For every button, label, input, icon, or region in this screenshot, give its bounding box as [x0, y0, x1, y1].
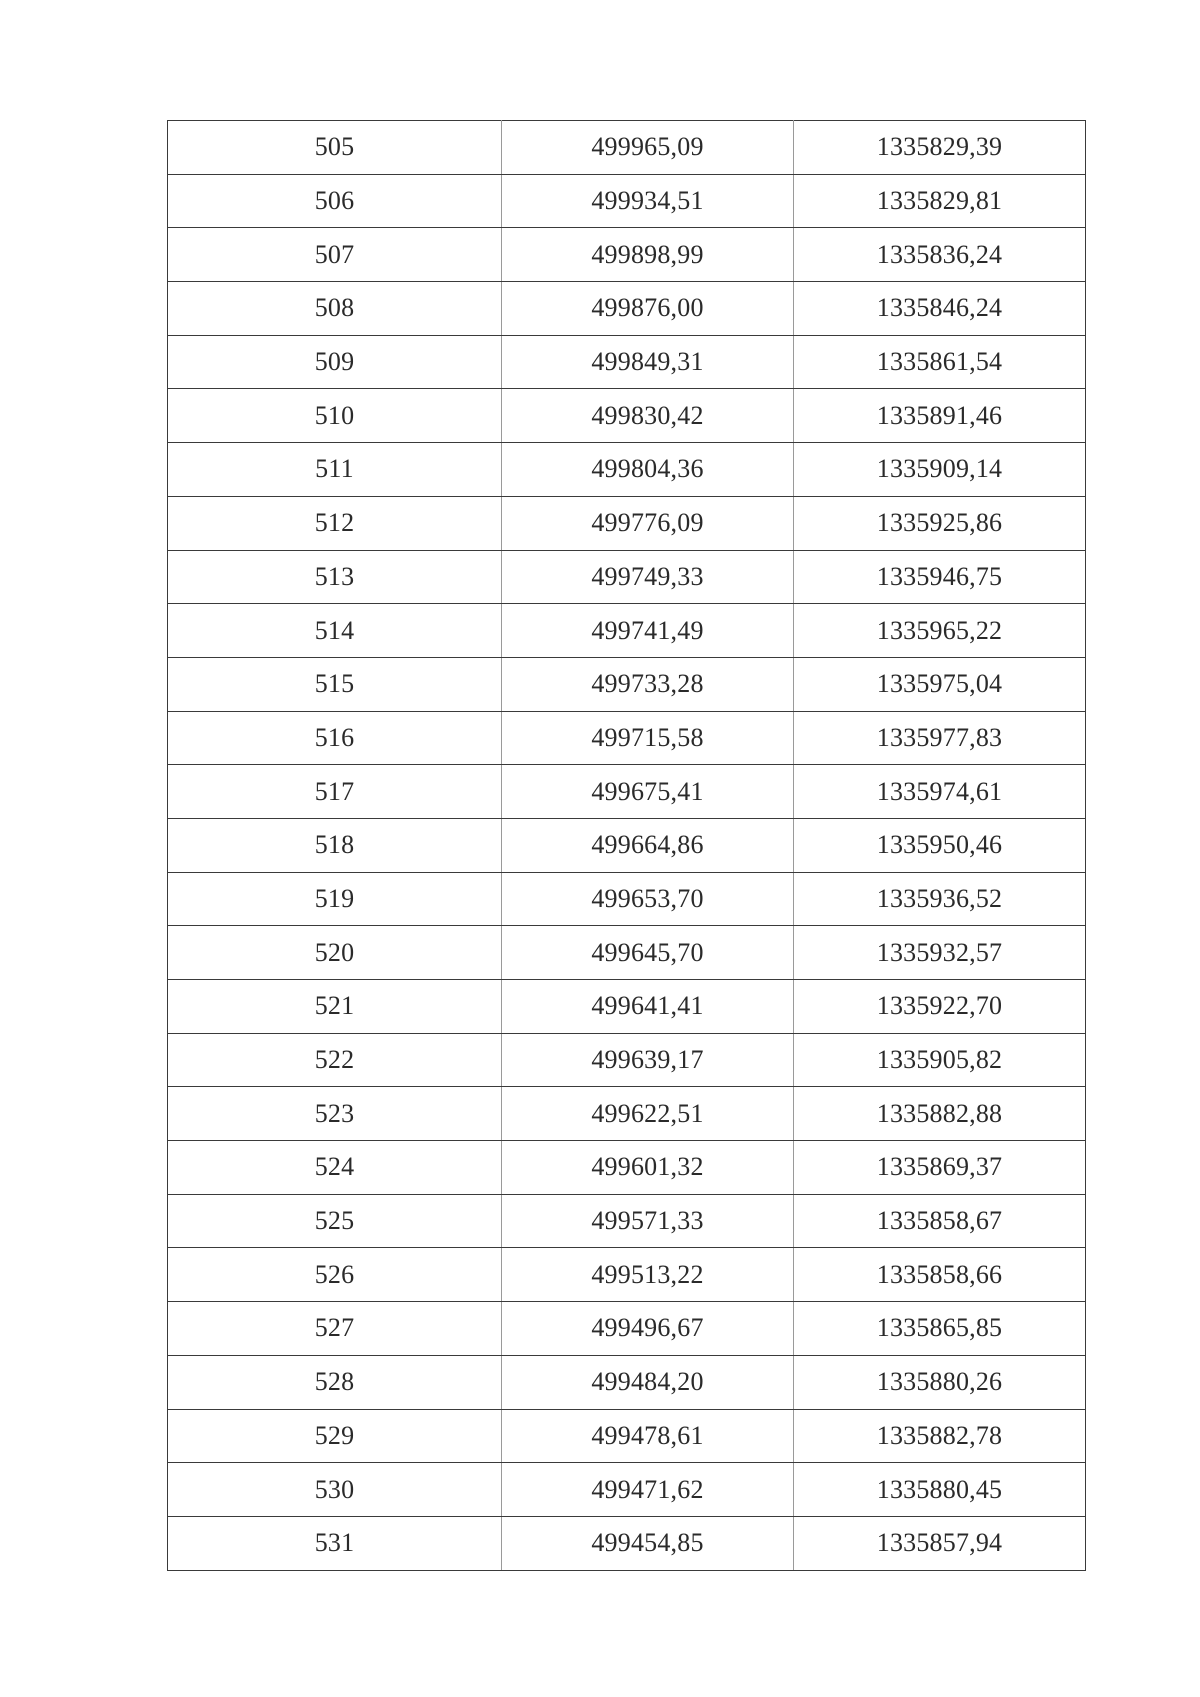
- point-number-cell: 513: [168, 550, 502, 604]
- table-row: [168, 550, 1086, 604]
- table-row: [168, 1463, 1086, 1517]
- y-coordinate-cell: 1335909,14: [794, 443, 1086, 497]
- table-row: [168, 1248, 1086, 1302]
- point-number-cell: 508: [168, 282, 502, 336]
- point-number-cell: 526: [168, 1248, 502, 1302]
- x-coordinate-cell: 499454,85: [502, 1516, 794, 1570]
- point-number-cell: 514: [168, 604, 502, 658]
- y-coordinate-cell: 1335880,45: [794, 1463, 1086, 1517]
- x-coordinate-cell: 499622,51: [502, 1087, 794, 1141]
- y-coordinate-cell: 1335974,61: [794, 765, 1086, 819]
- table-row: [168, 980, 1086, 1034]
- y-coordinate-cell: 1335975,04: [794, 657, 1086, 711]
- point-number-cell: 529: [168, 1409, 502, 1463]
- y-coordinate-cell: 1335936,52: [794, 872, 1086, 926]
- y-coordinate-cell: 1335829,39: [794, 121, 1086, 175]
- y-coordinate-cell: 1335882,88: [794, 1087, 1086, 1141]
- y-coordinate-cell: 1335977,83: [794, 711, 1086, 765]
- point-number-cell: 511: [168, 443, 502, 497]
- point-number-cell: 531: [168, 1516, 502, 1570]
- x-coordinate-cell: 499601,32: [502, 1141, 794, 1195]
- y-coordinate-cell: 1335965,22: [794, 604, 1086, 658]
- point-number-cell: 527: [168, 1302, 502, 1356]
- point-number-cell: 519: [168, 872, 502, 926]
- point-number-cell: 522: [168, 1033, 502, 1087]
- y-coordinate-cell: 1335882,78: [794, 1409, 1086, 1463]
- y-coordinate-cell: 1335880,26: [794, 1355, 1086, 1409]
- x-coordinate-cell: 499496,67: [502, 1302, 794, 1356]
- x-coordinate-cell: 499776,09: [502, 496, 794, 550]
- point-number-cell: 520: [168, 926, 502, 980]
- table-row: [168, 926, 1086, 980]
- x-coordinate-cell: 499675,41: [502, 765, 794, 819]
- x-coordinate-cell: 499965,09: [502, 121, 794, 175]
- table-row: [168, 496, 1086, 550]
- y-coordinate-cell: 1335829,81: [794, 174, 1086, 228]
- table-row: [168, 174, 1086, 228]
- x-coordinate-cell: 499471,62: [502, 1463, 794, 1517]
- point-number-cell: 530: [168, 1463, 502, 1517]
- y-coordinate-cell: 1335861,54: [794, 335, 1086, 389]
- table-row: [168, 335, 1086, 389]
- point-number-cell: 518: [168, 818, 502, 872]
- point-number-cell: 510: [168, 389, 502, 443]
- table-row: [168, 872, 1086, 926]
- table-row: [168, 443, 1086, 497]
- point-number-cell: 505: [168, 121, 502, 175]
- x-coordinate-cell: 499664,86: [502, 818, 794, 872]
- table-row: [168, 765, 1086, 819]
- x-coordinate-cell: 499849,31: [502, 335, 794, 389]
- point-number-cell: 516: [168, 711, 502, 765]
- table-row: [168, 1516, 1086, 1570]
- table-row: [168, 818, 1086, 872]
- y-coordinate-cell: 1335858,67: [794, 1194, 1086, 1248]
- x-coordinate-cell: 499639,17: [502, 1033, 794, 1087]
- y-coordinate-cell: 1335846,24: [794, 282, 1086, 336]
- x-coordinate-cell: 499804,36: [502, 443, 794, 497]
- table-row: [168, 1087, 1086, 1141]
- table-row: [168, 1355, 1086, 1409]
- table-row: [168, 1141, 1086, 1195]
- x-coordinate-cell: 499478,61: [502, 1409, 794, 1463]
- y-coordinate-cell: 1335922,70: [794, 980, 1086, 1034]
- table-row: [168, 1409, 1086, 1463]
- y-coordinate-cell: 1335836,24: [794, 228, 1086, 282]
- point-number-cell: 515: [168, 657, 502, 711]
- point-number-cell: 506: [168, 174, 502, 228]
- x-coordinate-cell: 499876,00: [502, 282, 794, 336]
- point-number-cell: 512: [168, 496, 502, 550]
- table-row: [168, 282, 1086, 336]
- x-coordinate-cell: 499571,33: [502, 1194, 794, 1248]
- x-coordinate-cell: 499645,70: [502, 926, 794, 980]
- y-coordinate-cell: 1335857,94: [794, 1516, 1086, 1570]
- x-coordinate-cell: 499733,28: [502, 657, 794, 711]
- y-coordinate-cell: 1335865,85: [794, 1302, 1086, 1356]
- table-row: [168, 1033, 1086, 1087]
- x-coordinate-cell: 499513,22: [502, 1248, 794, 1302]
- y-coordinate-cell: 1335925,86: [794, 496, 1086, 550]
- table-row: [168, 1194, 1086, 1248]
- table-row: [168, 604, 1086, 658]
- coordinates-table-body: [168, 121, 1086, 1571]
- point-number-cell: 517: [168, 765, 502, 819]
- table-row: [168, 121, 1086, 175]
- point-number-cell: 525: [168, 1194, 502, 1248]
- point-number-cell: 509: [168, 335, 502, 389]
- x-coordinate-cell: 499641,41: [502, 980, 794, 1034]
- x-coordinate-cell: 499898,99: [502, 228, 794, 282]
- x-coordinate-cell: 499653,70: [502, 872, 794, 926]
- x-coordinate-cell: 499830,42: [502, 389, 794, 443]
- point-number-cell: 521: [168, 980, 502, 1034]
- x-coordinate-cell: 499934,51: [502, 174, 794, 228]
- y-coordinate-cell: 1335950,46: [794, 818, 1086, 872]
- table-row: [168, 657, 1086, 711]
- y-coordinate-cell: 1335869,37: [794, 1141, 1086, 1195]
- y-coordinate-cell: 1335946,75: [794, 550, 1086, 604]
- coordinates-table: [167, 120, 1086, 1571]
- x-coordinate-cell: 499741,49: [502, 604, 794, 658]
- y-coordinate-cell: 1335905,82: [794, 1033, 1086, 1087]
- point-number-cell: 524: [168, 1141, 502, 1195]
- y-coordinate-cell: 1335891,46: [794, 389, 1086, 443]
- y-coordinate-cell: 1335932,57: [794, 926, 1086, 980]
- point-number-cell: 528: [168, 1355, 502, 1409]
- table-row: [168, 711, 1086, 765]
- point-number-cell: 507: [168, 228, 502, 282]
- table-row: [168, 389, 1086, 443]
- table-row: [168, 1302, 1086, 1356]
- x-coordinate-cell: 499715,58: [502, 711, 794, 765]
- x-coordinate-cell: 499484,20: [502, 1355, 794, 1409]
- y-coordinate-cell: 1335858,66: [794, 1248, 1086, 1302]
- table-row: [168, 228, 1086, 282]
- point-number-cell: 523: [168, 1087, 502, 1141]
- x-coordinate-cell: 499749,33: [502, 550, 794, 604]
